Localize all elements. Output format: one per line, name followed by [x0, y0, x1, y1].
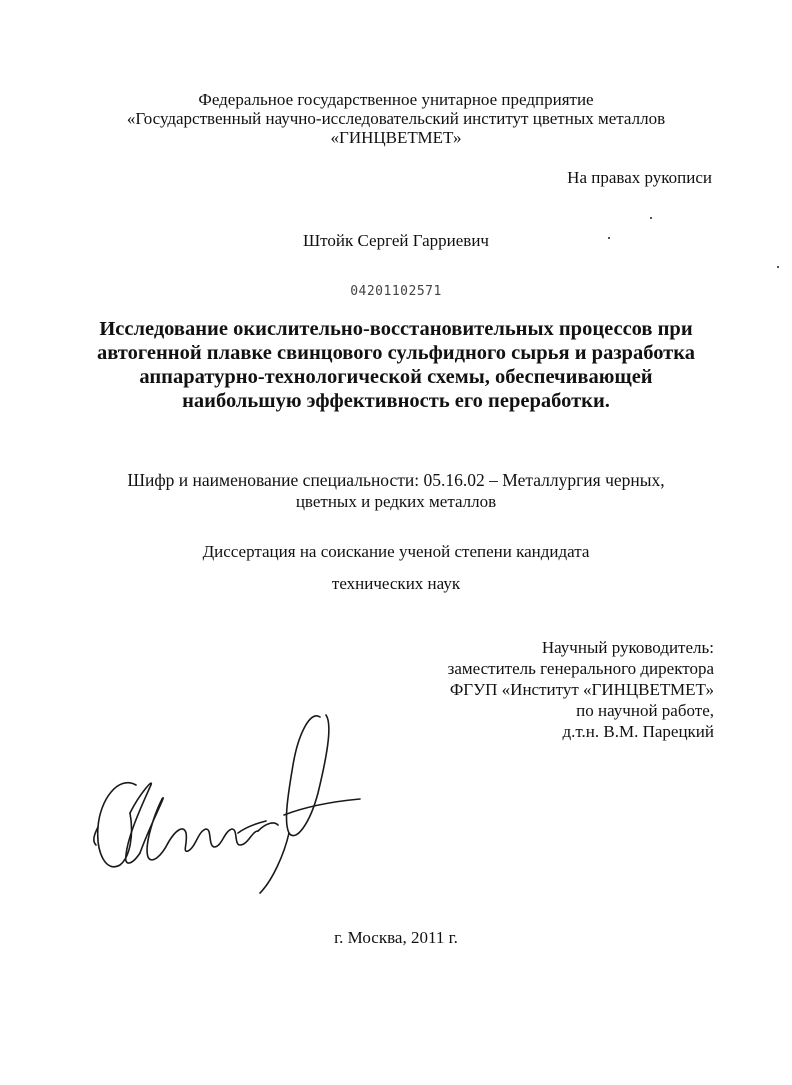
supervisor-line-1: Научный руководитель: [541, 638, 714, 657]
org-line-1: Федеральное государственное унитарное предприятие [198, 90, 594, 109]
title-line-3: аппаратурно-технологической схемы, обеспечивающей [139, 366, 653, 388]
registration-code: 04201102571 [350, 284, 442, 299]
supervisor-line-3: ФГУП «Институт «ГИНЦВЕТМЕТ» [449, 680, 714, 699]
supervisor-line-5: д.т.н. В.М. Парецкий [562, 722, 714, 741]
specialty-line-1: Шифр и наименование специальности: 05.16.02 – Металлургия черных, [127, 470, 665, 490]
dissertation-title [0, 317, 792, 413]
handwritten-signature-icon [88, 705, 388, 905]
author-name: Штойк Сергей Гарриевич [303, 231, 489, 250]
dissertation-line-2: технических наук [331, 574, 461, 593]
title-line-1: Исследование окислительно-восстановительных процессов при [99, 318, 693, 340]
rights-note: На правах рукописи [567, 168, 712, 187]
supervisor-line-4: по научной работе, [576, 701, 714, 720]
title-line-2: автогенной плавке свинцового сульфидного сырья и разработка [97, 342, 695, 364]
title-line-4: наибольшую эффективность его переработки. [182, 390, 610, 412]
place-and-year: г. Москва, 2011 г. [334, 928, 458, 947]
org-line-3: «ГИНЦВЕТМЕТ» [330, 128, 462, 147]
supervisor-line-2: заместитель генерального директора [447, 659, 714, 678]
specialty-line-2: цветных и редких металлов [295, 492, 497, 511]
scan-speck [650, 217, 652, 219]
scan-speck [777, 266, 779, 268]
dissertation-line-1: Диссертация на соискание ученой степени кандидата [202, 542, 590, 561]
supervisor-block [448, 637, 714, 742]
org-line-2: «Государственный научно-исследовательский институт цветных металлов [126, 109, 666, 128]
